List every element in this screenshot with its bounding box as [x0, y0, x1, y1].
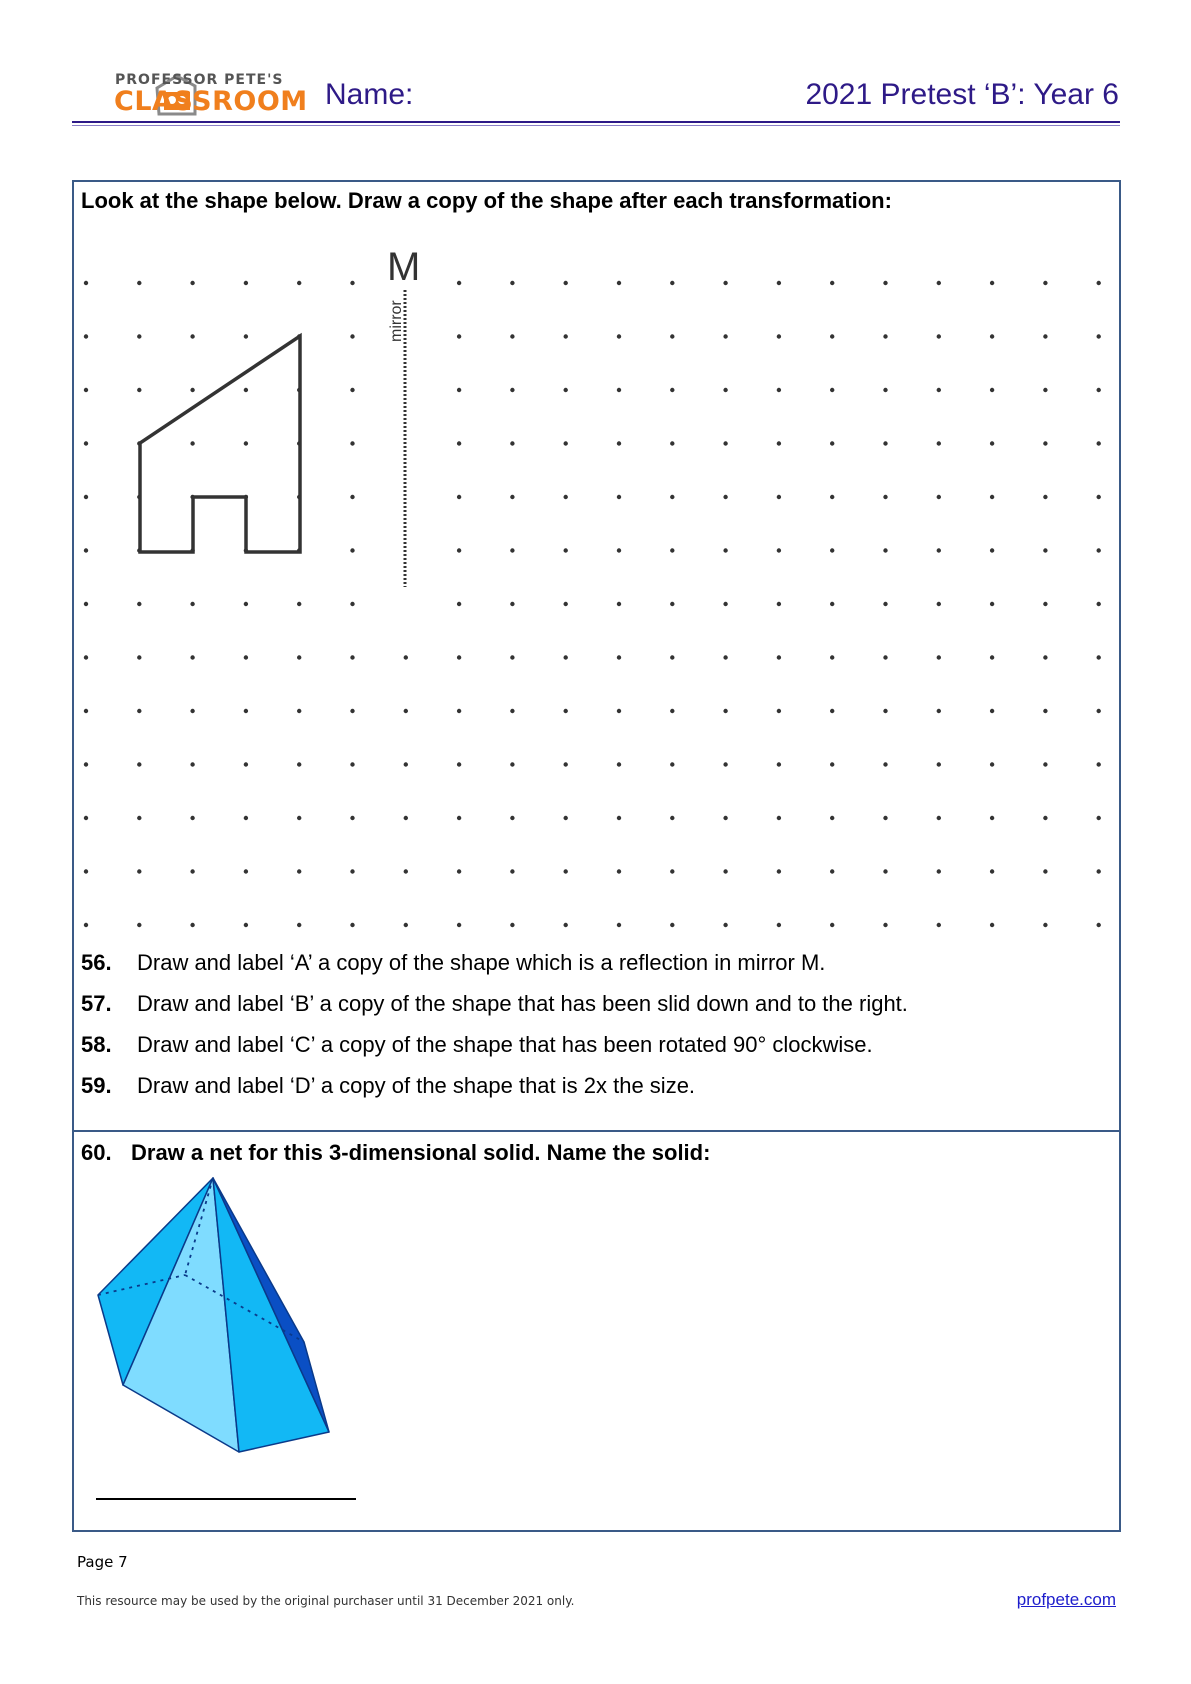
- grid-dot: [1097, 816, 1101, 820]
- logo-text-top: PROFESSOR PETE'S: [115, 72, 284, 88]
- grid-dot: [883, 334, 887, 338]
- grid-dot: [350, 334, 354, 338]
- grid-dot: [510, 709, 514, 713]
- grid-dot: [617, 816, 621, 820]
- grid-dot: [777, 388, 781, 392]
- grid-dot: [457, 441, 461, 445]
- grid-dot: [244, 388, 248, 392]
- grid-dot: [670, 923, 674, 927]
- grid-dot: [777, 602, 781, 606]
- grid-dot: [617, 602, 621, 606]
- grid-dot: [990, 548, 994, 552]
- transformation-heading: Look at the shape below. Draw a copy of the shape after each transformation:: [81, 188, 892, 213]
- grid-dot: [1043, 655, 1047, 659]
- grid-dot: [350, 548, 354, 552]
- grid-dot: [564, 762, 568, 766]
- question-number: 58.: [81, 1032, 112, 1057]
- grid-dot: [297, 709, 301, 713]
- grid-dot: [244, 816, 248, 820]
- grid-dot: [937, 655, 941, 659]
- grid-dot: [777, 548, 781, 552]
- grid-dot: [84, 816, 88, 820]
- grid-dot: [777, 762, 781, 766]
- grid-dot: [1097, 655, 1101, 659]
- question-text: Draw and label ‘D’ a copy of the shape that is 2x the size.: [137, 1073, 696, 1098]
- grid-dot: [670, 281, 674, 285]
- grid-dot: [564, 334, 568, 338]
- grid-dot: [1097, 602, 1101, 606]
- grid-dot: [670, 762, 674, 766]
- grid-dot: [990, 602, 994, 606]
- grid-dot: [830, 709, 834, 713]
- grid-dot: [404, 709, 408, 713]
- grid-dot: [350, 602, 354, 606]
- grid-dot: [84, 923, 88, 927]
- grid-dot: [137, 281, 141, 285]
- grid-dot: [1097, 548, 1101, 552]
- grid-dot: [190, 441, 194, 445]
- grid-dot: [457, 762, 461, 766]
- grid-dot: [244, 281, 248, 285]
- grid-dot: [830, 816, 834, 820]
- grid-dot: [137, 923, 141, 927]
- grid-dot: [137, 388, 141, 392]
- grid-dot: [777, 923, 781, 927]
- grid-dot: [990, 388, 994, 392]
- grid-dot: [937, 495, 941, 499]
- grid-dot: [1097, 869, 1101, 873]
- mirror-letter: M: [387, 245, 421, 289]
- grid-dot: [670, 869, 674, 873]
- grid-dot: [510, 923, 514, 927]
- mirror-label: mirror: [388, 300, 405, 342]
- grid-dot: [723, 388, 727, 392]
- grid-dot: [510, 655, 514, 659]
- grid-dot: [190, 281, 194, 285]
- grid-dot: [830, 602, 834, 606]
- grid-dot: [670, 548, 674, 552]
- grid-dot: [670, 334, 674, 338]
- grid-dot: [1097, 709, 1101, 713]
- grid-dot: [617, 495, 621, 499]
- grid-dot: [883, 548, 887, 552]
- grid-dot: [723, 334, 727, 338]
- grid-dot: [883, 495, 887, 499]
- grid-dot: [297, 923, 301, 927]
- grid-dot: [137, 762, 141, 766]
- grid-dot: [457, 816, 461, 820]
- grid-dot: [564, 816, 568, 820]
- grid-dot: [510, 334, 514, 338]
- question-58: [81, 1032, 873, 1058]
- grid-dot: [297, 762, 301, 766]
- grid-dot: [84, 655, 88, 659]
- grid-dot: [190, 334, 194, 338]
- grid-dot: [1097, 441, 1101, 445]
- original-shape: [140, 336, 300, 552]
- name-label: Name:: [325, 78, 414, 111]
- grid-dot: [723, 869, 727, 873]
- grid-dot: [990, 816, 994, 820]
- grid-dot: [244, 762, 248, 766]
- grid-dot: [777, 334, 781, 338]
- grid-dot: [883, 655, 887, 659]
- grid-dot: [830, 441, 834, 445]
- grid-dot: [723, 548, 727, 552]
- question-number: 56.: [81, 950, 112, 975]
- grid-dot: [510, 281, 514, 285]
- grid-dot: [457, 388, 461, 392]
- grid-dot: [350, 441, 354, 445]
- grid-dot: [937, 762, 941, 766]
- grid-dot: [510, 441, 514, 445]
- grid-dot: [723, 923, 727, 927]
- grid-dot: [244, 869, 248, 873]
- grid-dot: [777, 869, 781, 873]
- grid-dot: [723, 441, 727, 445]
- grid-dot: [670, 655, 674, 659]
- grid-dot: [723, 602, 727, 606]
- grid-dot: [510, 548, 514, 552]
- grid-dot: [883, 388, 887, 392]
- grid-dot: [564, 709, 568, 713]
- grid-dot: [617, 762, 621, 766]
- grid-dot: [564, 388, 568, 392]
- grid-dot: [244, 923, 248, 927]
- grid-dot: [830, 869, 834, 873]
- grid-dot: [564, 281, 568, 285]
- grid-dot: [457, 655, 461, 659]
- grid-dot: [777, 709, 781, 713]
- grid-dot: [617, 334, 621, 338]
- grid-dot: [1043, 281, 1047, 285]
- grid-dot: [990, 709, 994, 713]
- grid-dot: [1043, 762, 1047, 766]
- grid-dot: [670, 602, 674, 606]
- grid-dot: [990, 495, 994, 499]
- grid-dot: [350, 655, 354, 659]
- grid-dot: [190, 869, 194, 873]
- grid-dot: [883, 281, 887, 285]
- grid-dot: [457, 869, 461, 873]
- grid-dot: [190, 602, 194, 606]
- grid-dot: [777, 816, 781, 820]
- grid-dot: [1043, 548, 1047, 552]
- grid-dot: [937, 548, 941, 552]
- grid-dot: [404, 869, 408, 873]
- pentagonal-pyramid-icon: [90, 1170, 340, 1460]
- grid-dot: [617, 548, 621, 552]
- grid-dot: [84, 869, 88, 873]
- grid-dot: [723, 281, 727, 285]
- grid-dot: [564, 869, 568, 873]
- grid-dot: [510, 495, 514, 499]
- grid-dot: [457, 281, 461, 285]
- grid-dot: [404, 816, 408, 820]
- question-60: [81, 1140, 710, 1166]
- grid-dot: [137, 655, 141, 659]
- grid-dot: [350, 495, 354, 499]
- grid-dot: [937, 602, 941, 606]
- page-title: 2021 Pretest ‘B’: Year 6: [805, 78, 1119, 111]
- grid-dot: [297, 655, 301, 659]
- grid-dot: [883, 441, 887, 445]
- grid-dot: [350, 388, 354, 392]
- grid-dot: [617, 923, 621, 927]
- grid-dot: [137, 334, 141, 338]
- grid-dot: [723, 495, 727, 499]
- grid-dot: [990, 281, 994, 285]
- grid-dot: [190, 388, 194, 392]
- grid-dot: [190, 709, 194, 713]
- grid-dot: [670, 388, 674, 392]
- grid-dot: [830, 548, 834, 552]
- grid-dot: [84, 602, 88, 606]
- grid-dot: [1043, 923, 1047, 927]
- grid-dot: [457, 495, 461, 499]
- grid-dot: [1043, 869, 1047, 873]
- grid-dot: [297, 602, 301, 606]
- grid-dot: [883, 602, 887, 606]
- grid-dot: [190, 655, 194, 659]
- grid-dot: [84, 388, 88, 392]
- grid-dot: [137, 709, 141, 713]
- grid-dot: [457, 923, 461, 927]
- question-number: 59.: [81, 1073, 112, 1098]
- dot-grid[interactable]: [74, 230, 1119, 950]
- website-link[interactable]: profpete.com: [1016, 1590, 1116, 1609]
- grid-dot: [457, 602, 461, 606]
- grid-dot: [297, 869, 301, 873]
- grid-dot: [777, 655, 781, 659]
- grid-dot: [937, 388, 941, 392]
- grid-dot: [617, 388, 621, 392]
- grid-dot: [1043, 441, 1047, 445]
- license-note: This resource may be used by the original purchaser until 31 December 2021 only.: [77, 1594, 575, 1608]
- page-number: Page 7: [77, 1553, 128, 1571]
- grid-dot: [990, 334, 994, 338]
- grid-dot: [883, 869, 887, 873]
- grid-dot: [510, 869, 514, 873]
- grid-dot: [84, 281, 88, 285]
- grid-dot: [1043, 334, 1047, 338]
- grid-dot: [937, 923, 941, 927]
- grid-dot: [137, 869, 141, 873]
- grid-dot: [723, 655, 727, 659]
- grid-dot: [830, 495, 834, 499]
- grid-dot: [937, 441, 941, 445]
- grid-dot: [350, 281, 354, 285]
- grid-dot: [830, 762, 834, 766]
- grid-dot: [84, 441, 88, 445]
- logo-text-bottom: CLASSROOM: [114, 86, 308, 117]
- grid-dot: [937, 869, 941, 873]
- grid-dot: [617, 281, 621, 285]
- grid-dot: [883, 923, 887, 927]
- grid-dot: [1043, 495, 1047, 499]
- question-56: [81, 950, 825, 976]
- grid-dot: [883, 762, 887, 766]
- grid-dot: [564, 441, 568, 445]
- grid-dot: [937, 334, 941, 338]
- grid-dot: [777, 281, 781, 285]
- grid-dot: [297, 816, 301, 820]
- grid-dot: [937, 816, 941, 820]
- grid-dot: [990, 441, 994, 445]
- grid-dot: [723, 762, 727, 766]
- grid-dot: [190, 762, 194, 766]
- grid-dot: [190, 816, 194, 820]
- grid-dot: [990, 762, 994, 766]
- grid-dot: [670, 441, 674, 445]
- grid-dot: [1097, 923, 1101, 927]
- grid-dot: [84, 709, 88, 713]
- grid-dot: [564, 655, 568, 659]
- grid-dot: [564, 602, 568, 606]
- grid-dot: [457, 334, 461, 338]
- grid-dot: [137, 816, 141, 820]
- grid-dot: [84, 548, 88, 552]
- grid-dot: [190, 923, 194, 927]
- grid-dot: [883, 816, 887, 820]
- grid-dot: [510, 388, 514, 392]
- question-text: Draw and label ‘C’ a copy of the shape that has been rotated 90° clockwise.: [137, 1032, 873, 1057]
- grid-dot: [990, 869, 994, 873]
- grid-dot: [670, 495, 674, 499]
- grid-dot: [404, 923, 408, 927]
- question-text: Draw and label ‘B’ a copy of the shape that has been slid down and to the right.: [137, 991, 908, 1016]
- grid-dot: [1097, 281, 1101, 285]
- grid-dot: [1043, 709, 1047, 713]
- question-text: Draw and label ‘A’ a copy of the shape which is a reflection in mirror M.: [137, 950, 826, 975]
- grid-dot: [244, 602, 248, 606]
- grid-dot: [617, 655, 621, 659]
- grid-dot: [1097, 388, 1101, 392]
- grid-dot: [830, 388, 834, 392]
- grid-dot: [990, 923, 994, 927]
- header-divider-secondary: [72, 125, 1120, 126]
- grid-dot: [350, 762, 354, 766]
- grid-dot: [777, 495, 781, 499]
- grid-dot: [1043, 602, 1047, 606]
- grid-dot: [510, 816, 514, 820]
- grid-dot: [990, 655, 994, 659]
- question-57: [81, 991, 908, 1017]
- grid-dot: [723, 709, 727, 713]
- grid-dot: [404, 655, 408, 659]
- grid-dot: [1097, 495, 1101, 499]
- grid-dot: [244, 334, 248, 338]
- question-number: 57.: [81, 991, 112, 1016]
- grid-dot: [723, 816, 727, 820]
- grid-dot: [457, 548, 461, 552]
- grid-dot: [510, 602, 514, 606]
- grid-dot: [404, 762, 408, 766]
- grid-dot: [137, 602, 141, 606]
- grid-dot: [937, 709, 941, 713]
- grid-dot: [350, 869, 354, 873]
- grid-dot: [670, 816, 674, 820]
- question-59: [81, 1073, 695, 1099]
- grid-dot: [297, 281, 301, 285]
- grid-dot: [84, 762, 88, 766]
- grid-dot: [244, 709, 248, 713]
- grid-dot: [777, 441, 781, 445]
- question-number: 60.: [81, 1140, 112, 1165]
- grid-dot: [564, 548, 568, 552]
- grid-dot: [457, 709, 461, 713]
- grid-dot: [670, 709, 674, 713]
- grid-dot: [937, 281, 941, 285]
- grid-dot: [1097, 762, 1101, 766]
- grid-dot: [244, 441, 248, 445]
- grid-dot: [84, 495, 88, 499]
- grid-dot: [830, 334, 834, 338]
- grid-dot: [564, 495, 568, 499]
- grid-dot: [244, 655, 248, 659]
- grid-dot: [830, 923, 834, 927]
- grid-dot: [350, 816, 354, 820]
- grid-dot: [830, 655, 834, 659]
- grid-dot: [350, 923, 354, 927]
- header-divider: [72, 121, 1120, 123]
- grid-dot: [617, 441, 621, 445]
- grid-dot: [84, 334, 88, 338]
- answer-line[interactable]: [96, 1498, 356, 1500]
- grid-dot: [350, 709, 354, 713]
- question-text: Draw a net for this 3-dimensional solid. Name the solid:: [131, 1140, 711, 1165]
- grid-dot: [883, 709, 887, 713]
- grid-dot: [617, 869, 621, 873]
- grid-dot: [1043, 816, 1047, 820]
- grid-dot: [510, 762, 514, 766]
- grid-dot: [830, 281, 834, 285]
- grid-dot: [617, 709, 621, 713]
- grid-dot: [1097, 334, 1101, 338]
- grid-dot: [1043, 388, 1047, 392]
- grid-dot: [564, 923, 568, 927]
